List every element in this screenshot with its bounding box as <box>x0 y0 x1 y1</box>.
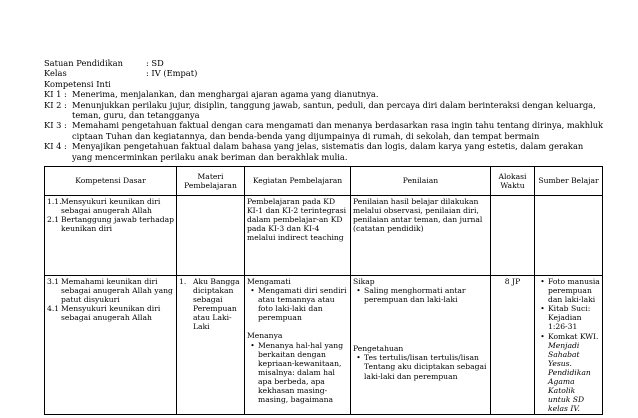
alokasi-cell <box>491 196 535 276</box>
kd-number: 1.1. <box>47 197 62 206</box>
bullet-item <box>537 277 600 304</box>
col-kegiatan: Kegiatan Pembelajaran <box>245 167 351 196</box>
satuan-row <box>44 58 604 68</box>
ki-text: Menerima, menjalankan, dan menghargai ajaran agama yang dianutnya. <box>72 89 379 100</box>
kd-cell <box>45 196 177 276</box>
kd-number: 4.1 <box>47 304 60 314</box>
col-alokasi: Alokasi Waktu <box>491 167 535 196</box>
bullet-icon: • <box>540 304 545 314</box>
bullet-item <box>353 353 488 380</box>
bullet-text: Tes tertulis/lisan tertulis/lisan Tentang aku diciptakan sebagai laki-laki dan perempuan <box>364 353 487 381</box>
kd-item <box>47 304 174 322</box>
silabus-table <box>44 166 603 415</box>
bullet-text: Menanya hal-hal yang berkaitan dengan kepriaan-kewanitaan, misalnya: dalam hal apa berbeda, apa kekhasan masing-masing, bagaimana <box>258 340 344 405</box>
materi-item <box>179 277 242 332</box>
sumber-cell <box>535 196 603 276</box>
ki-number: KI 2 : <box>44 99 67 110</box>
materi-cell <box>177 196 245 276</box>
col-kompetensi-dasar: Kompetensi Dasar <box>45 167 177 196</box>
bullet-icon: • <box>356 353 361 363</box>
ki-item <box>44 89 604 99</box>
ki-number: KI 1 : <box>44 89 67 100</box>
kd-text: Memahami keunikan diri sebagai anugerah Allah yang patut disyukuri <box>61 277 173 305</box>
kd-item <box>47 215 174 233</box>
bullet-icon: • <box>250 286 255 296</box>
kelas-value: : IV (Empat) <box>146 68 198 79</box>
bullet-icon: • <box>540 277 545 286</box>
bullet-text <box>548 332 600 414</box>
bullet-icon: • <box>356 286 361 296</box>
ki-text: Menyajikan pengetahuan faktual dalam bahasa yang jelas, sistematis dan logis, dalam karya yang estetis, dalam gerakan yang mencerminkan perilaku anak beriman dan berakhlak mulia. <box>72 141 584 162</box>
kegiatan-cell: Pembelajaran pada KD KI-1 dan KI-2 terintegrasi dalam pembelajar-an KD pada KI-3 dan KI-4 melalui indirect teaching <box>245 196 351 276</box>
penilaian-cell <box>351 276 491 415</box>
bullet-text: Kitab Suci: Kejadian 1:26-31 <box>548 304 591 332</box>
bullet-item <box>537 304 600 331</box>
kd-text: Mensyukuri keunikan diri sebagai anugerah Allah <box>61 197 161 216</box>
penilaian-cell: Penilaian hasil belajar dilakukan melalui observasi, penilaian diri, penilaian antar teman, dan jurnal (catatan pendidik) <box>351 196 491 276</box>
sumber-prefix: Komkat KWI. <box>548 331 599 341</box>
bullet-item <box>247 286 348 322</box>
bullet-text: Saling menghormati antar perempuan dan laki-laki <box>364 286 466 305</box>
satuan-label: Satuan Pendidikan <box>44 58 123 68</box>
penilaian-pengetahuan-title: Pengetahuan <box>353 344 404 354</box>
bullet-text: Mengamati diri sendiri atau temannya atau foto laki-laki dan perempuan <box>258 286 347 323</box>
table-row <box>45 276 603 415</box>
bullet-icon: • <box>250 340 255 350</box>
kd-text: Bertanggung jawab terhadap keunikan diri <box>61 215 174 234</box>
table-header-row <box>45 167 603 196</box>
materi-number: 1. <box>179 277 187 286</box>
table-row <box>45 196 603 276</box>
alokasi-cell: 8 JP <box>491 276 535 415</box>
sumber-book-title: Menjadi Sahabat Yesus. Pendidikan Agama Katolik untuk SD kelas IV. <box>548 340 591 414</box>
materi-text: Aku Bangga diciptakan sebagai Perempuan atau Laki-Laki <box>193 277 240 332</box>
ki-text: Memahami pengetahuan faktual dengan cara mengamati dan menanya berdasarkan rasa ingin tahu tentang dirinya, makhluk ciptaan Tuhan dan kegiatannya, dan benda-benda yang dijumpainya di rumah, di sekolah, dan tempat bermain <box>72 120 604 141</box>
kegiatan-mengamati-title: Mengamati <box>247 277 291 286</box>
bullet-item <box>537 332 600 414</box>
ki-item <box>44 120 604 141</box>
penilaian-sikap-title: Sikap <box>353 277 375 286</box>
kegiatan-cell <box>245 276 351 415</box>
kd-item <box>47 277 174 304</box>
kelas-row <box>44 68 604 78</box>
kd-cell <box>45 276 177 415</box>
materi-cell <box>177 276 245 415</box>
kd-number: 3.1 <box>47 277 60 286</box>
kd-item <box>47 197 174 215</box>
ki-item <box>44 141 604 162</box>
bullet-icon: • <box>540 331 545 341</box>
bullet-item <box>247 341 348 405</box>
satuan-value: : SD <box>146 58 164 68</box>
col-sumber: Sumber Belajar <box>535 167 603 196</box>
document-header <box>44 58 604 162</box>
col-materi: Materi Pembelajaran <box>177 167 245 196</box>
bullet-item <box>353 286 488 304</box>
kd-number: 2.1 <box>47 215 60 225</box>
kompetensi-inti-heading: Kompetensi Inti <box>44 78 111 89</box>
ki-number: KI 3 : <box>44 120 67 131</box>
kegiatan-menanya-title: Menanya <box>247 331 283 341</box>
sumber-cell <box>535 276 603 415</box>
bullet-text: Foto manusia perempuan dan laki-laki <box>548 277 600 305</box>
kelas-label: Kelas <box>44 68 67 79</box>
ki-number: KI 4 : <box>44 141 67 152</box>
ki-text: Menunjukkan perilaku jujur, disiplin, tanggung jawab, santun, peduli, dan percaya diri dalam berinteraksi dengan keluarga, teman, guru, dan tetangganya <box>72 99 596 121</box>
kd-text: Mensyukuri keunikan diri sebagai anugerah Allah <box>61 304 161 323</box>
col-penilaian: Penilaian <box>351 167 491 196</box>
ki-item <box>44 100 604 121</box>
